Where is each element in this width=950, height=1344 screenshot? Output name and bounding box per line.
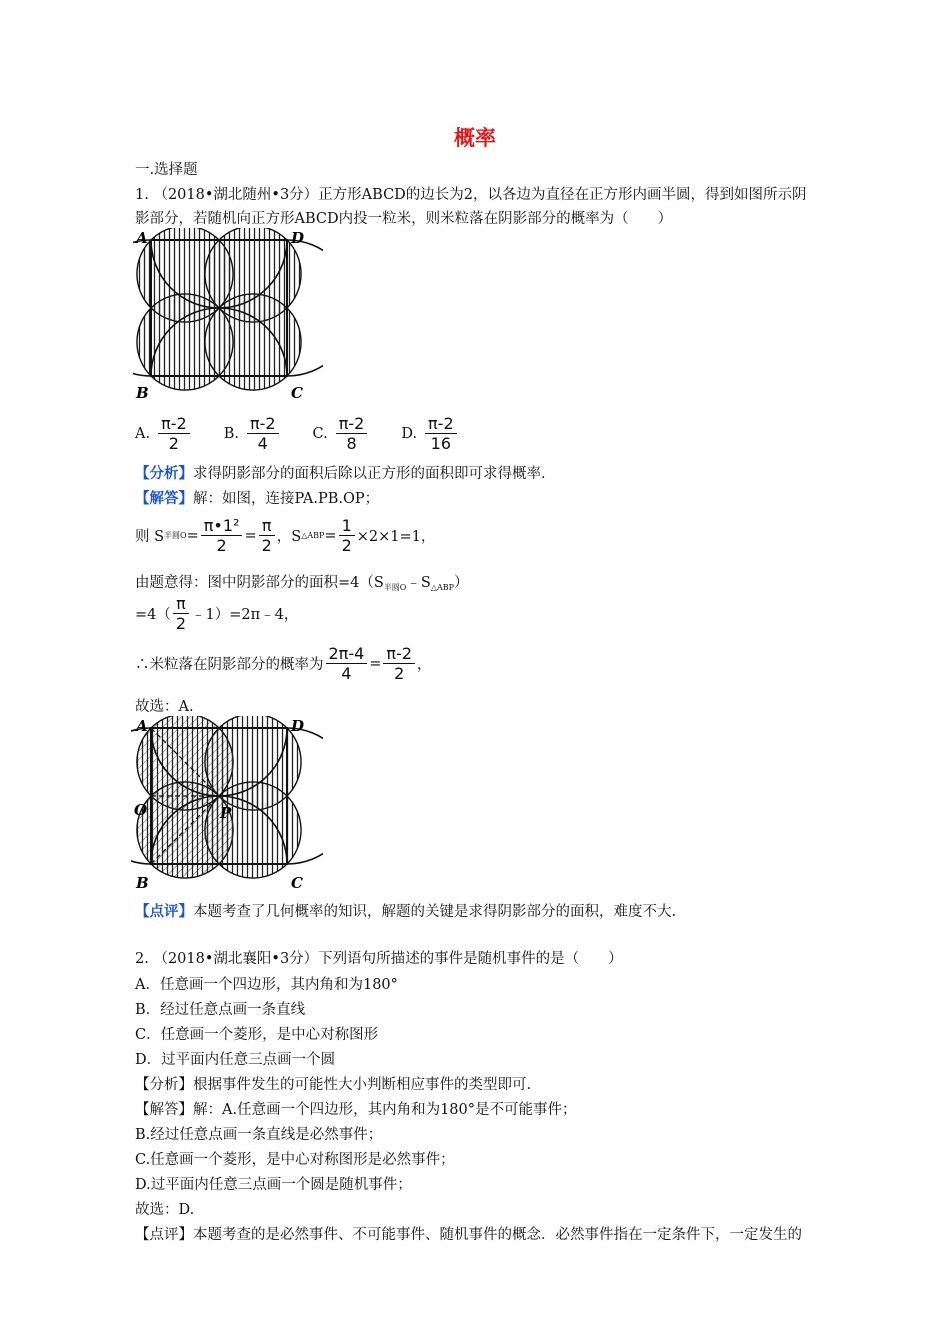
q2-solution-d: D.过平面内任意三点画一个圆是随机事件； — [135, 1177, 412, 1193]
option-a-fraction: $\frac{\pi-2}{2}$ — [158, 414, 190, 453]
q2-solution: 【解答】解：A.任意画一个四边形，其内角和为180°是不可能事件； — [135, 1102, 577, 1118]
analysis-tag: 【分析】 — [135, 465, 193, 482]
option-c-fraction: $\frac{\pi-2}{8}$ — [336, 414, 368, 453]
q1-figure-2 — [131, 716, 323, 894]
label-d: D — [291, 717, 305, 735]
label-d: D — [291, 229, 305, 247]
label-o: O — [134, 801, 148, 819]
q1-formula-line2: 由题意得：图中阴影部分的面积$=4(S_{半圆O}﹣S_{\triangle ABP})$ — [135, 575, 469, 592]
fraction-2pi-4: $\frac{2\pi-4}{4}$ — [326, 644, 368, 683]
label-a: A — [136, 229, 148, 247]
q2-solution-b: B.经过任意点画一条直线是必然事件； — [135, 1127, 383, 1143]
label-a: A — [136, 717, 148, 735]
section-heading: 一.选择题 — [135, 162, 198, 178]
fraction-pi-half-2: $\frac{\pi}{2}$ — [173, 594, 189, 633]
q1-figure — [133, 228, 323, 404]
fraction-one-half: $\frac{1}{2}$ — [339, 516, 355, 555]
option-b-fraction: $\frac{\pi-2}{4}$ — [247, 414, 279, 453]
label-p: P — [220, 804, 232, 822]
fraction-half-circle: $\frac{\text{π•1²}}{2}$ — [201, 516, 243, 555]
solution-tag: 【解答】 — [135, 490, 193, 507]
label-b: B — [136, 874, 149, 892]
label-c: C — [291, 384, 303, 402]
q1-probability-line: ∴米粒落在阴影部分的概率为 $\frac{2\pi-4}{4}$ = $\frac{\pi-2}{2}$ ， — [135, 644, 432, 683]
option-d-fraction: $\frac{\pi-2}{16}$ — [425, 414, 457, 453]
q2-option-b: B．经过任意点画一条直线 — [135, 1002, 306, 1018]
fraction-answer: $\frac{\pi-2}{2}$ — [383, 644, 415, 683]
q1-stem-line2: 影部分，若随机向正方形ABCD内投一粒米，则米粒落在阴影部分的概率为（ ） — [135, 211, 673, 227]
q1-solution: 【解答】解：如图，连接PA.PB.OP； — [135, 490, 380, 507]
petal-shading — [137, 228, 301, 390]
option-c: C. $\frac{\pi-2}{8}$ — [313, 414, 370, 453]
label-b: B — [136, 384, 149, 402]
option-a: A. $\frac{\pi-2}{2}$ — [135, 414, 192, 453]
q2-stem: 2. （2018•湖北襄阳•3分）下列语句所描述的事件是随机事件的是（ ） — [135, 951, 623, 967]
q1-stem-line1: 1. （2018•湖北随州•3分）正方形ABCD的边长为2，以各边为直径在正方形内画半圆，得到如图所示阴 — [135, 187, 807, 203]
q2-analysis: 【分析】根据事件发生的可能性大小判断相应事件的类型即可. — [135, 1077, 532, 1093]
label-c: C — [291, 874, 303, 892]
q1-choose: 故选：A. — [135, 699, 194, 715]
option-b: B. $\frac{\pi-2}{4}$ — [224, 414, 281, 453]
fraction-pi-half: $\frac{\pi}{2}$ — [259, 516, 275, 555]
q2-option-d: D．过平面内任意三点画一个圆 — [135, 1052, 336, 1068]
page-title: 概率 — [454, 125, 496, 150]
q2-comment: 【点评】本题考查的是必然事件、不可能事件、随机事件的概念．必然事件指在一定条件下，一定发生的 — [135, 1227, 802, 1243]
option-d: D. $\frac{\pi-2}{16}$ — [401, 414, 458, 453]
comment-tag: 【点评】 — [135, 903, 193, 920]
q2-choose: 故选：D. — [135, 1202, 195, 1218]
q1-comment: 【点评】本题考查了几何概率的知识，解题的关键是求得阴影部分的面积，难度不大. — [135, 903, 677, 920]
q1-analysis: 【分析】求得阴影部分的面积后除以正方形的面积即可求得概率. — [135, 465, 546, 482]
q2-option-c: C．任意画一个菱形，是中心对称图形 — [135, 1027, 379, 1043]
q2-option-a: A．任意画一个四边形，其内角和为180° — [135, 977, 398, 993]
q1-formula-line3: =4（ $\frac{\pi}{2}$ ﹣1）=2π﹣4， — [135, 594, 299, 633]
q2-solution-c: C.任意画一个菱形，是中心对称图形是必然事件； — [135, 1152, 455, 1168]
q1-formula-line1: 则 S 半圆O = $\frac{\text{π•1²}}{2}$ = $\frac{\pi}{2}$ ，S △ABP = $\frac{1}{2}$ ×2×1=1， — [135, 516, 436, 555]
q1-options — [135, 414, 459, 453]
